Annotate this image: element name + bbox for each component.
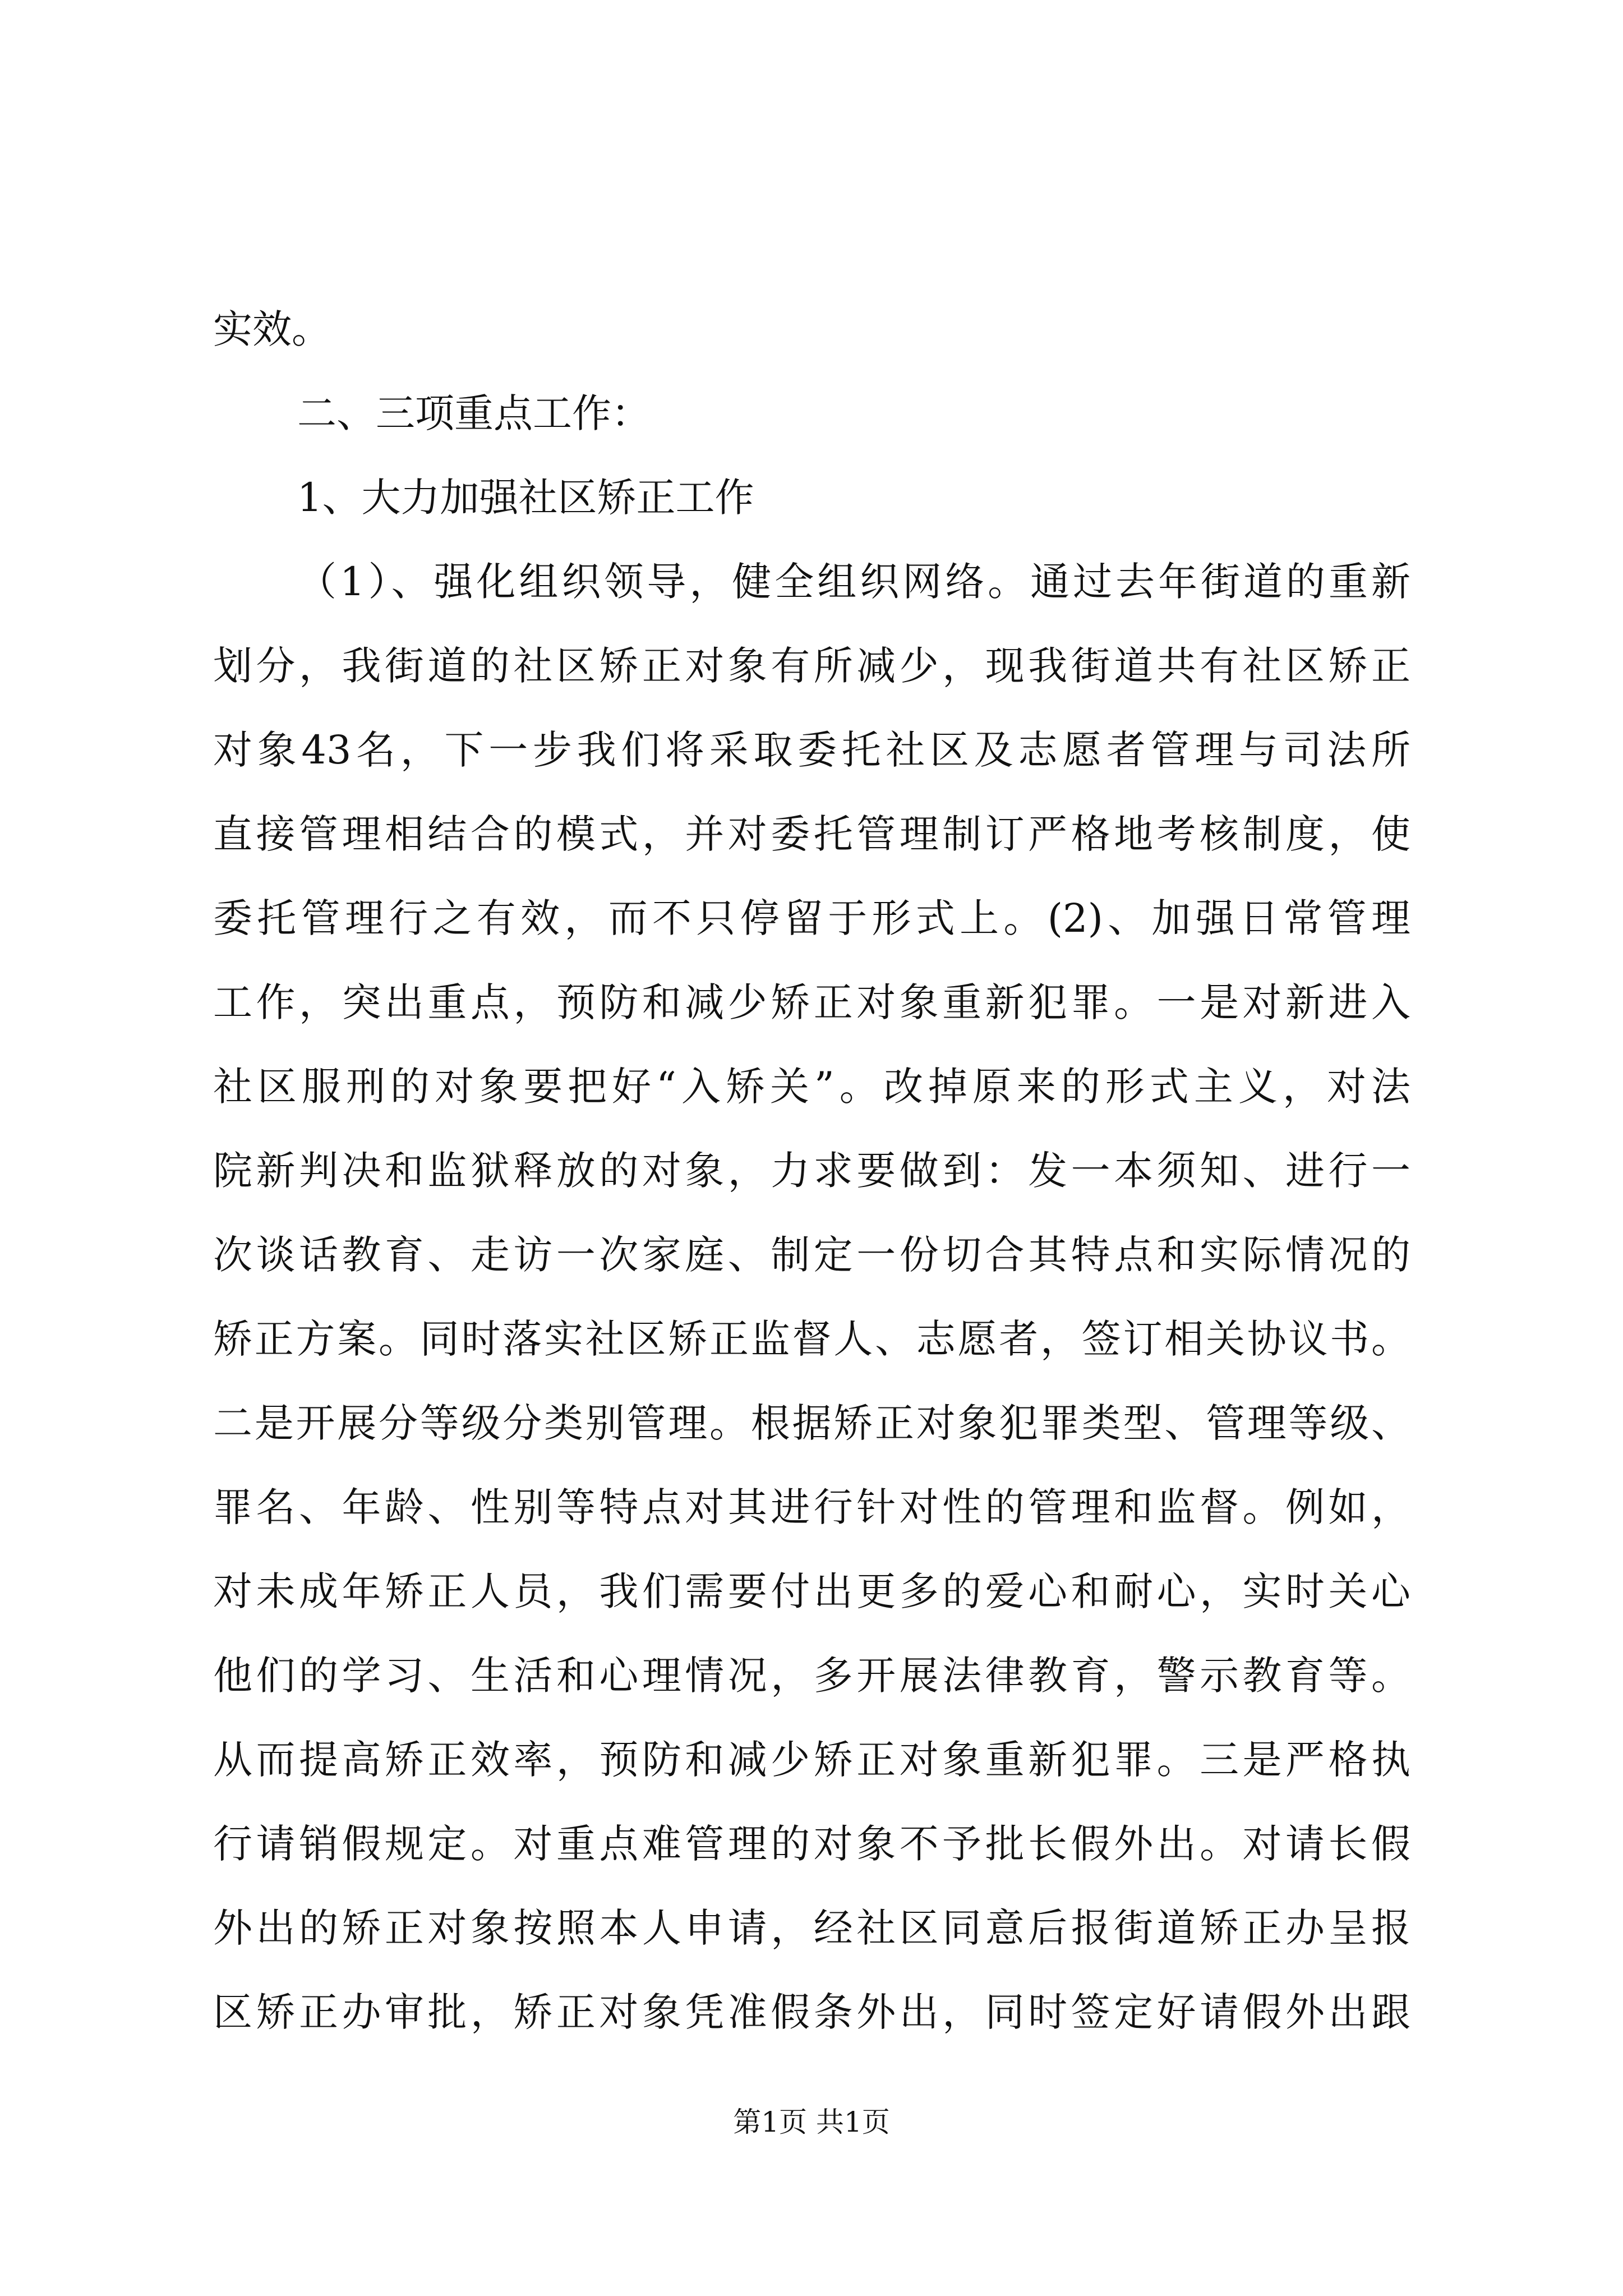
text-line: 对象43名，下一步我们将采取委托社区及志愿者管理与司法所 [213, 727, 1410, 773]
text-line: 委托管理行之有效，而不只停留于形式上。(2)、加强日常管理 [213, 895, 1410, 941]
text-line: 二是开展分等级分类别管理。根据矫正对象犯罪类型、管理等级、 [213, 1400, 1410, 1446]
text-line: 矫正方案。同时落实社区矫正监督人、志愿者，签订相关协议书。 [213, 1316, 1410, 1362]
text-line: 院新判决和监狱释放的对象，力求要做到：发一本须知、进行一 [213, 1148, 1410, 1194]
text-line: 次谈话教育、走访一次家庭、制定一份切合其特点和实际情况的 [213, 1232, 1410, 1278]
text-line: 外出的矫正对象按照本人申请，经社区同意后报街道矫正办呈报 [213, 1905, 1410, 1951]
text-line: 直接管理相结合的模式，并对委托管理制订严格地考核制度，使 [213, 811, 1410, 857]
text-line: 他们的学习、生活和心理情况，多开展法律教育，警示教育等。 [213, 1653, 1410, 1699]
text-line: 对未成年矫正人员，我们需要付出更多的爱心和耐心，实时关心 [213, 1568, 1410, 1614]
text-line: 工作，突出重点，预防和减少矫正对象重新犯罪。一是对新进入 [213, 979, 1410, 1025]
section-heading: 二、三项重点工作： [297, 390, 651, 436]
text-line: 从而提高矫正效率，预防和减少矫正对象重新犯罪。三是严格执 [213, 1737, 1410, 1783]
text-line: 罪名、年龄、性别等特点对其进行针对性的管理和监督。例如， [213, 1484, 1410, 1530]
text-line: 实效。 [213, 306, 331, 352]
text-line: 行请销假规定。对重点难管理的对象不予批长假外出。对请长假 [213, 1821, 1410, 1867]
text-line: 社区服刑的对象要把好“入矫关”。改掉原来的形式主义，对法 [213, 1064, 1410, 1110]
text-line: 区矫正办审批，矫正对象凭准假条外出，同时签定好请假外出跟 [213, 1989, 1410, 2035]
text-line: 划分，我街道的社区矫正对象有所减少，现我街道共有社区矫正 [213, 643, 1410, 689]
page-footer: 第1页 共1页 [733, 2106, 890, 2138]
text-line: （1）、强化组织领导，健全组织网络。通过去年街道的重新 [297, 559, 1410, 605]
subsection-heading: 1、大力加强社区矫正工作 [297, 475, 754, 521]
